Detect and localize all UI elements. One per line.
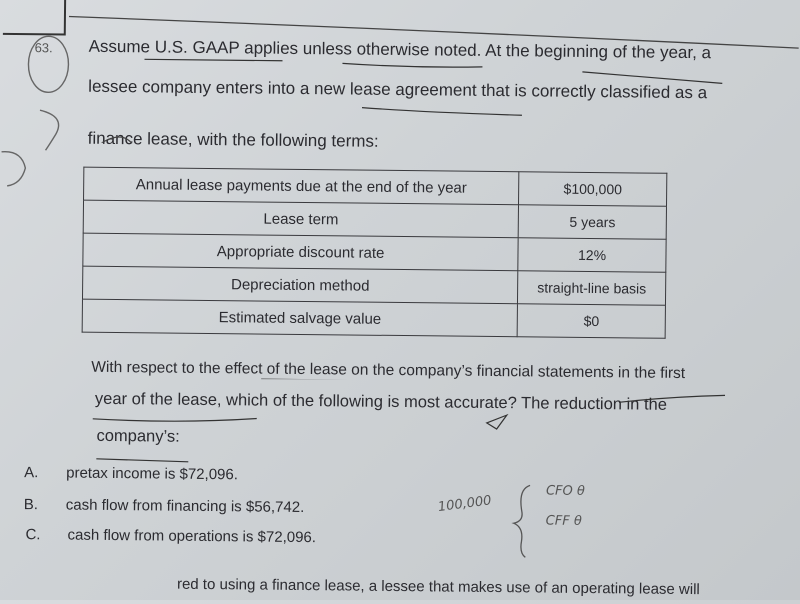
- handwritten-amount: 100,000: [437, 493, 493, 516]
- answer-option[interactable]: [23, 496, 305, 517]
- answer-option[interactable]: [25, 526, 317, 547]
- question-stem-line-2: lessee company enters into a new lease agreement that is correctly classified as a: [88, 76, 708, 103]
- terms-label: Estimated salvage value: [82, 299, 518, 337]
- next-question-fragment: red to using a finance lease, a lessee that makes use of an operating lease will: [176, 575, 700, 599]
- brace-annotation-icon: [509, 481, 540, 561]
- option-text: cash flow from financing is $56,742.: [65, 496, 305, 517]
- terms-value: 12%: [518, 238, 666, 273]
- terms-label: Lease term: [83, 200, 519, 238]
- terms-label: Appropriate discount rate: [83, 233, 519, 271]
- answer-option[interactable]: [24, 464, 239, 484]
- handwritten-cfo: CFO θ: [545, 483, 585, 499]
- lease-terms-table: [82, 167, 668, 339]
- option-letter: C.: [25, 526, 41, 544]
- terms-label: Annual lease payments due at the end of the year: [84, 167, 520, 205]
- terms-value: straight-line basis: [518, 271, 666, 306]
- option-letter: B.: [23, 496, 39, 514]
- prompt-line-3: company’s:: [96, 426, 180, 446]
- terms-label: Depreciation method: [82, 266, 518, 304]
- option-letter: A.: [24, 464, 39, 482]
- handwritten-cff: CFF θ: [545, 513, 582, 529]
- terms-value: $0: [517, 304, 665, 339]
- terms-row: [82, 299, 665, 338]
- question-stem-line-1: Assume U.S. GAAP applies unless otherwise noted. At the beginning of the year, a: [88, 36, 712, 63]
- question-mark-annotation-icon: [1, 106, 82, 197]
- prompt-line-1: With respect to the effect of the lease on the company’s financial statements in the first: [91, 358, 686, 382]
- option-text: pretax income is $72,096.: [66, 464, 239, 484]
- terms-value: 5 years: [518, 205, 666, 240]
- question-stem-line-3: finance lease, with the following terms:: [87, 128, 379, 151]
- prompt-line-2: year of the lease, which of the following is most accurate? The reduction in the: [94, 389, 668, 414]
- question-number: 63.: [34, 40, 53, 56]
- option-text: cash flow from operations is $72,096.: [67, 526, 317, 547]
- terms-value: $100,000: [519, 172, 667, 207]
